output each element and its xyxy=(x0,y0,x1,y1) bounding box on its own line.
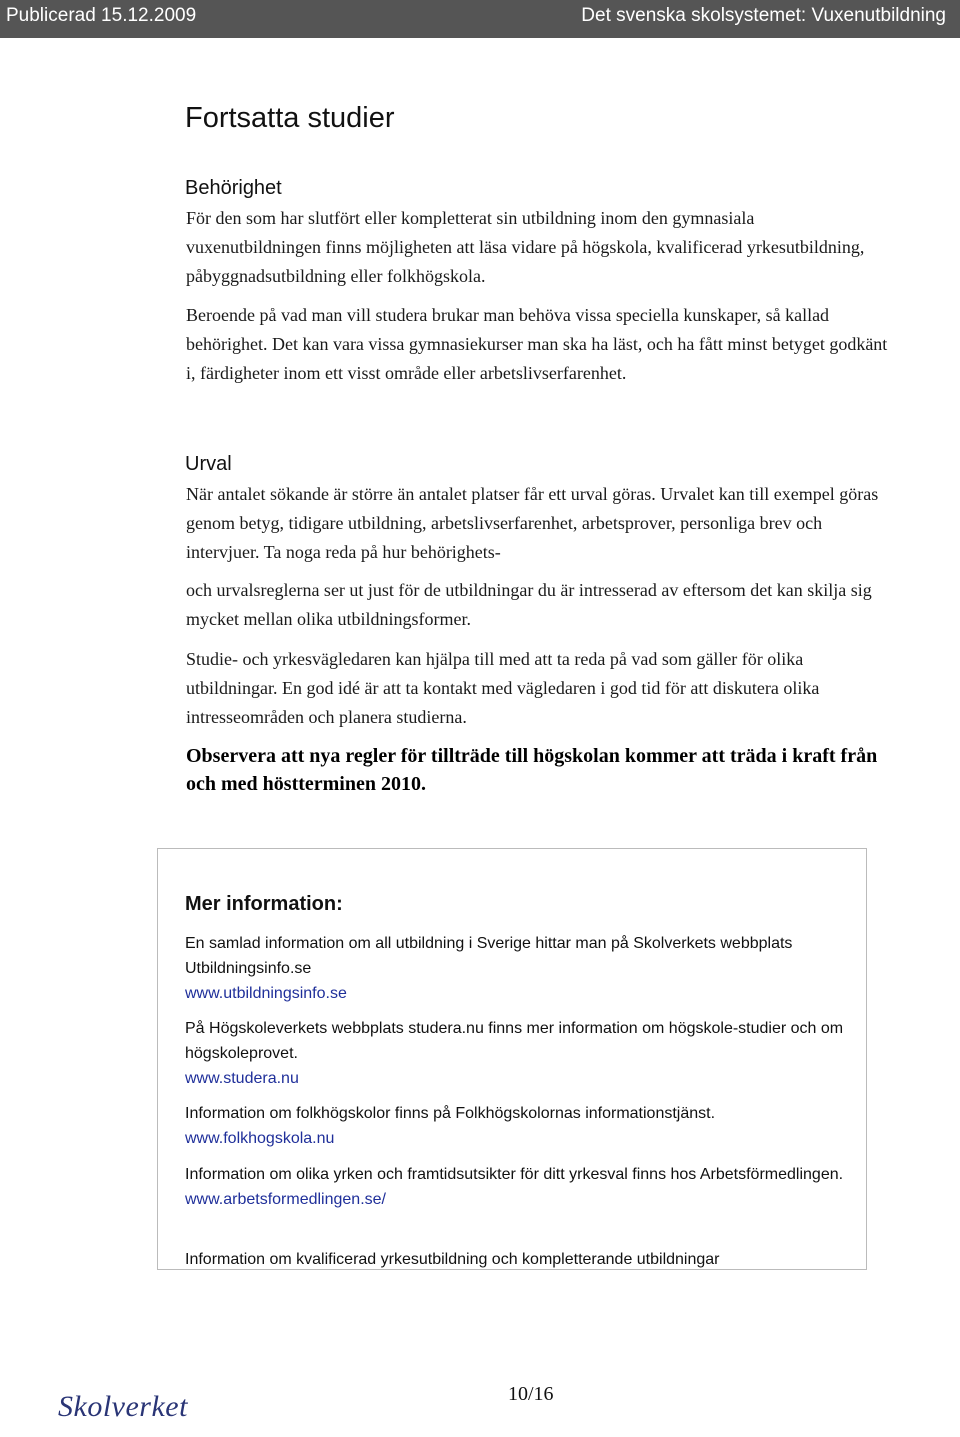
info-item-folkhogskola xyxy=(185,1101,845,1151)
note-new-rules: Observera att nya regler för tillträde till högskolan kommer att träda i kraft från och med höstterminen 2010. xyxy=(186,745,878,795)
info-item-studera xyxy=(185,1016,845,1091)
more-info-box xyxy=(157,848,867,1270)
more-info-heading: Mer information: xyxy=(185,893,343,915)
info-text: Information om folkhögskolor finns på Folkhögskolornas informationstjänst. xyxy=(185,1105,716,1122)
link-folkhogskola[interactable]: www.folkhogskola.nu xyxy=(185,1130,335,1147)
skolverket-logo: Skolverket xyxy=(58,1390,188,1423)
page-number: 10/16 xyxy=(508,1383,554,1405)
heading-behorighet: Behörighet xyxy=(185,177,282,199)
info-text: Information om olika yrken och framtidsutsikter för ditt yrkesval finns hos Arbetsförmedlingen. xyxy=(185,1166,844,1183)
paragraph-urval-1b: och urvalsreglerna ser ut just för de utbildningar du är intresserad av eftersom det kan skilja sig mycket mellan olika utbildningsformer. xyxy=(186,580,872,629)
info-item-utbildningsinfo xyxy=(185,931,845,1006)
document-section: Det svenska skolsystemet: Vuxenutbildning xyxy=(581,5,946,26)
link-utbildningsinfo[interactable]: www.utbildningsinfo.se xyxy=(185,985,347,1002)
paragraph-urval-2: Studie- och yrkesvägledaren kan hjälpa till med att ta reda på vad som gäller för olika utbildningar. En god idé är att ta kontakt med vägledaren i god tid för att diskutera olika intresseområden och planera studierna. xyxy=(186,649,820,727)
published-date: Publicerad 15.12.2009 xyxy=(6,5,197,26)
page-title: Fortsatta studier xyxy=(185,102,395,134)
link-arbetsformedlingen[interactable]: www.arbetsformedlingen.se/ xyxy=(185,1191,386,1208)
info-text: På Högskoleverkets webbplats studera.nu finns mer information om högskole-studier och om högskoleprovet. xyxy=(185,1020,844,1062)
page-header xyxy=(0,0,960,38)
heading-urval: Urval xyxy=(185,453,232,475)
paragraph-urval-1a: När antalet sökande är större än antalet platser får ett urval göras. Urvalet kan till exempel göras genom betyg, tidigare utbildning, arbetslivserfarenhet, arbetsprover, personliga brev och intervjuer. Ta noga reda på hur behörighets- xyxy=(186,484,879,562)
info-item-arbetsformedlingen xyxy=(185,1162,845,1212)
info-text: En samlad information om all utbildning i Sverige hittar man på Skolverkets webbplats Utbildningsinfo.se xyxy=(185,935,793,977)
paragraph-behorighet-2: Beroende på vad man vill studera brukar man behöva vissa speciella kunskaper, så kallad behörighet. Det kan vara vissa gymnasiekurser man ska ha läst, och ha fått minst betyget godkänt i, färdigheter inom ett visst område eller arbetslivserfarenhet. xyxy=(186,305,888,383)
info-text: Information om kvalificerad yrkesutbildning och kompletterande utbildningar xyxy=(185,1251,720,1268)
paragraph-behorighet-1: För den som har slutfört eller kompletterat sin utbildning inom den gymnasiala vuxenutbildningen finns möjligheten att läsa vidare på högskola, kvalificerad yrkesutbildning, påbyggnadsutbildning eller folkhögskola. xyxy=(186,208,865,286)
link-studera[interactable]: www.studera.nu xyxy=(185,1070,299,1087)
info-item-yrkesutbildning xyxy=(185,1247,845,1272)
